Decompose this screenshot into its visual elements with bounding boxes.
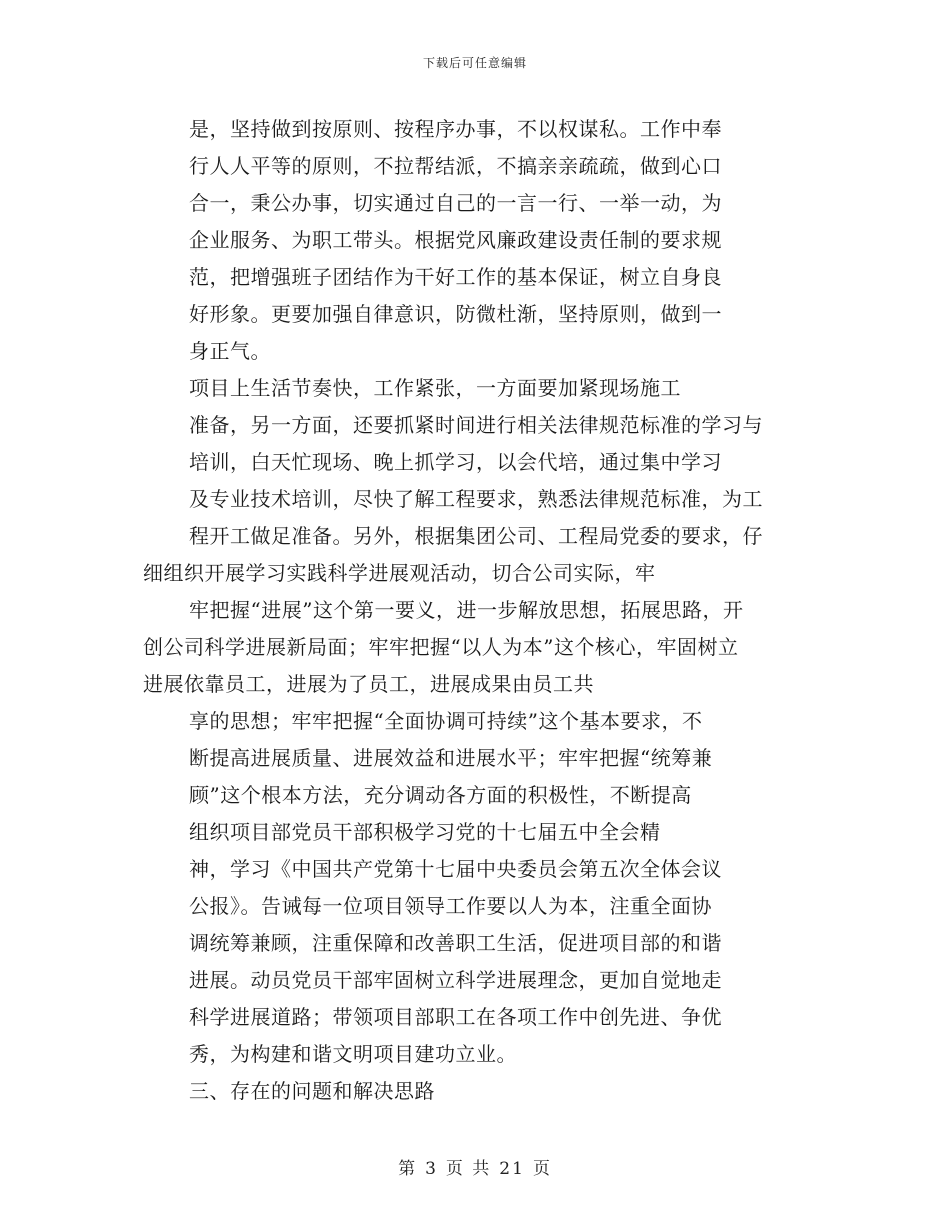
text-line: 科学进展道路；带领项目部职工在各项工作中创先进、争优	[189, 1005, 722, 1029]
page-footer	[0, 1154, 950, 1179]
text-line: 公报》。告诫每一位项目领导工作要以人为本，注重全面协	[189, 894, 712, 918]
text-line: 企业服务、为职工带头。根据党风廉政建设责任制的要求规	[189, 228, 722, 252]
current-page-number: 3	[425, 1159, 438, 1179]
text-line: 身正气。	[189, 339, 271, 363]
text-line: 合一，秉公办事，切实通过自己的一言一行、一举一动，为	[189, 191, 722, 215]
text-line: 是，坚持做到按原则、按程序办事，不以权谋私。工作中奉	[189, 117, 722, 141]
text-line: 准备，另一方面，还要抓紧时间进行相关法律规范标准的学习与	[189, 413, 763, 437]
text-line: 进展。动员党员干部牢固树立科学进展理念，更加自觉地走	[189, 968, 722, 992]
text-line: 神，学习《中国共产党第十七届中央委员会第五次全体会议	[189, 857, 722, 881]
text-line: 进展依靠员工，进展为了员工，进展成果由员工共	[143, 672, 594, 696]
text-line: 断提高进展质量、进展效益和进展水平；牢牢把握“统筹兼	[189, 746, 713, 770]
page-header: 下载后可任意编辑	[422, 56, 527, 70]
text-line: 秀，为构建和谐文明项目建功立业。	[189, 1042, 517, 1066]
text-line: 享的思想；牢牢把握“全面协调可持续”这个基本要求，不	[189, 709, 703, 733]
footer-middle: 页 共	[445, 1159, 492, 1179]
total-page-count: 21	[499, 1159, 525, 1179]
text-line: 创公司科学进展新局面；牢牢把握“以人为本”这个核心，牢固树立	[143, 635, 739, 659]
section-heading: 三、存在的问题和解决思路	[189, 1079, 435, 1103]
text-line: 行人人平等的原则，不拉帮结派，不搞亲亲疏疏，做到心口	[189, 154, 722, 178]
text-line: 牢把握“进展”这个第一要义，进一步解放思想，拓展思路，开	[189, 598, 744, 622]
footer-prefix: 第	[398, 1159, 418, 1179]
text-line: 项目上生活节奏快，工作紧张，一方面要加紧现场施工	[189, 376, 681, 400]
text-line: 好形象。更要加强自律意识，防微杜渐，坚持原则，做到一	[189, 302, 722, 326]
text-line: 培训，白天忙现场、晚上抓学习，以会代培，通过集中学习	[189, 450, 722, 474]
footer-suffix: 页	[532, 1159, 552, 1179]
text-line: 调统筹兼顾，注重保障和改善职工生活，促进项目部的和谐	[189, 931, 722, 955]
text-line: 顾”这个根本方法，充分调动各方面的积极性，不断提高	[189, 783, 692, 807]
text-line: 及专业技术培训，尽快了解工程要求，熟悉法律规范标准，为工	[189, 487, 763, 511]
text-line: 程开工做足准备。另外，根据集团公司、工程局党委的要求，仔	[189, 524, 763, 548]
text-line: 组织项目部党员干部积极学习党的十七届五中全会精	[189, 820, 661, 844]
text-line: 范，把增强班子团结作为干好工作的基本保证，树立自身良	[189, 265, 722, 289]
text-line: 细组织开展学习实践科学进展观活动，切合公司实际，牢	[143, 561, 656, 585]
